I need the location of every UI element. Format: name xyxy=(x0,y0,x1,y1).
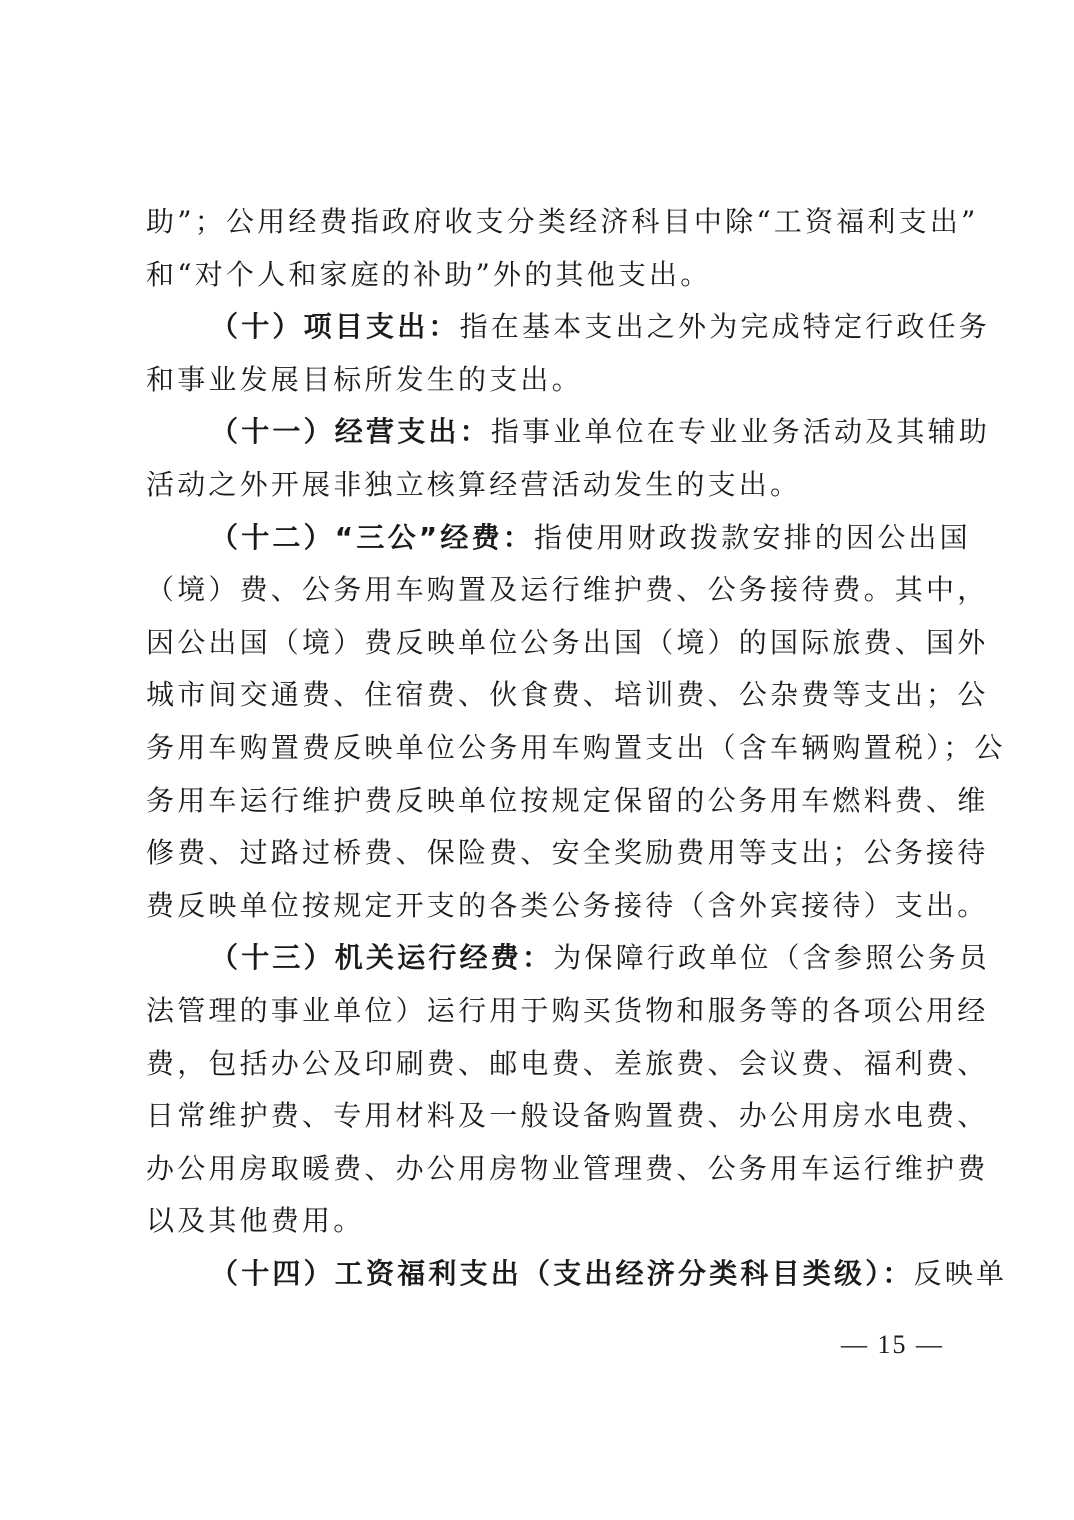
paragraph-line: 因公出国（境）费反映单位公务出国（境）的国际旅费、国外 xyxy=(146,625,989,659)
paragraph-text: 指使用财政拨款安排的因公出国 xyxy=(534,520,971,554)
paragraph-text: 为保障行政单位（含参照公务员 xyxy=(553,941,991,975)
paragraph-line: 助”；公用经费指政府收支分类经济科目中除“工资福利支出” xyxy=(146,205,979,238)
section-heading: （十四）工资福利支出（支出经济分类科目类级）： xyxy=(210,1256,914,1290)
section-heading: （十）项目支出： xyxy=(210,310,460,344)
paragraph-text: 反映单 xyxy=(913,1256,1008,1290)
paragraph-line: 城市间交通费、住宿费、伙食费、培训费、公杂费等支出；公 xyxy=(146,678,989,712)
paragraph-line: 费，包括办公及印刷费、邮电费、差旅费、会议费、福利费、 xyxy=(146,1046,989,1080)
paragraph-first-line xyxy=(146,301,991,354)
paragraph-line: 以及其他费用。 xyxy=(146,1204,365,1238)
paragraph-line: 日常维护费、专用材料及一般设备购置费、办公用房水电费、 xyxy=(146,1099,989,1133)
section-heading: （十三）机关运行经费： xyxy=(210,941,554,975)
paragraph-line: 务用车购置费反映单位公务用车购置支出（含车辆购置税）；公 xyxy=(146,730,1006,764)
paragraph-first-line xyxy=(146,406,991,459)
paragraph-first-line xyxy=(146,512,971,565)
paragraph-line: 务用车运行维护费反映单位按规定保留的公务用车燃料费、维 xyxy=(146,783,989,817)
body-text xyxy=(146,196,1008,1300)
section-heading: （十一）经营支出： xyxy=(210,415,491,449)
paragraph-first-line xyxy=(146,932,991,985)
paragraph-line: 和“对个人和家庭的补助”外的其他支出。 xyxy=(146,257,712,291)
section-heading: （十二）“三公”经费： xyxy=(210,520,535,554)
paragraph-line: 法管理的事业单位）运行用于购买货物和服务等的各项公用经 xyxy=(146,993,989,1027)
paragraph-line: 费反映单位按规定开支的各类公务接待（含外宾接待）支出。 xyxy=(146,888,989,922)
page-number: — 15 — xyxy=(841,1330,944,1359)
paragraph-line: 办公用房取暖费、办公用房物业管理费、公务用车运行维护费 xyxy=(146,1151,989,1185)
paragraph-text: 指在基本支出之外为完成特定行政任务 xyxy=(459,310,991,344)
paragraph-text: 指事业单位在专业业务活动及其辅助 xyxy=(490,415,991,449)
paragraph-first-line xyxy=(146,1248,1008,1301)
paragraph-line: 修费、过路过桥费、保险费、安全奖励费用等支出；公务接待 xyxy=(146,836,989,870)
paragraph-line: （境）费、公务用车购置及运行维护费、公务接待费。其中， xyxy=(146,573,989,607)
paragraph-line: 和事业发展目标所发生的支出。 xyxy=(146,362,583,396)
paragraph-line: 活动之外开展非独立核算经营活动发生的支出。 xyxy=(146,467,802,501)
